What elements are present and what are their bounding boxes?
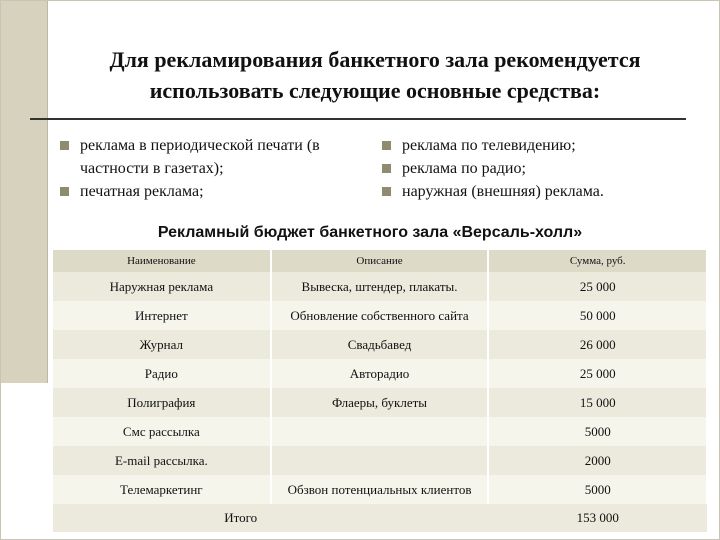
bullet-text: реклама в периодической печати (в частности в газетах); bbox=[80, 137, 320, 177]
cell-amount: 5000 bbox=[488, 475, 707, 504]
table-row bbox=[53, 446, 707, 475]
table-row bbox=[53, 417, 707, 446]
bullet-item bbox=[380, 180, 710, 203]
total-label-cell bbox=[53, 504, 488, 532]
bullet-item bbox=[58, 134, 378, 180]
cell-description: Флаеры, буклеты bbox=[271, 388, 489, 417]
bullet-text: реклама по радио; bbox=[402, 160, 526, 177]
bullet-text: реклама по телевидению; bbox=[402, 137, 576, 154]
cell-amount: 25 000 bbox=[488, 272, 707, 301]
bullet-text: наружная (внешняя) реклама. bbox=[402, 183, 604, 200]
table-header-row bbox=[53, 250, 707, 272]
table-caption: Рекламный бюджет банкетного зала «Версаль-холл» bbox=[157, 224, 583, 241]
cell-name: Телемаркетинг bbox=[53, 475, 271, 504]
cell-amount: 5000 bbox=[488, 417, 707, 446]
bullet-item bbox=[380, 157, 710, 180]
table-row bbox=[53, 301, 707, 330]
bullet-text: печатная реклама; bbox=[80, 183, 204, 200]
table-total-row bbox=[53, 504, 707, 532]
cell-description bbox=[271, 417, 489, 446]
cell-name: Наружная реклама bbox=[53, 272, 271, 301]
column-header: Описание bbox=[271, 250, 489, 272]
square-bullet-icon bbox=[382, 164, 391, 173]
table-row bbox=[53, 272, 707, 301]
total-value: 153 000 bbox=[488, 504, 707, 532]
cell-description: Обзвон потенциальных клиентов bbox=[271, 475, 489, 504]
budget-table bbox=[53, 250, 708, 532]
cell-amount: 26 000 bbox=[488, 330, 707, 359]
cell-amount: 15 000 bbox=[488, 388, 707, 417]
cell-amount: 2000 bbox=[488, 446, 707, 475]
bullet-list-left bbox=[58, 134, 378, 203]
cell-name: Смс рассылка bbox=[53, 417, 271, 446]
column-header: Сумма, руб. bbox=[488, 250, 707, 272]
table-row bbox=[53, 475, 707, 504]
table-row bbox=[53, 330, 707, 359]
table-row bbox=[53, 388, 707, 417]
bullet-item bbox=[380, 134, 710, 157]
square-bullet-icon bbox=[60, 141, 69, 150]
cell-description: Авторадио bbox=[271, 359, 489, 388]
cell-description: Обновление собственного сайта bbox=[271, 301, 489, 330]
cell-name: Журнал bbox=[53, 330, 271, 359]
column-header: Наименование bbox=[53, 250, 271, 272]
cell-description: Свадьбавед bbox=[271, 330, 489, 359]
cell-name: E-mail рассылка. bbox=[53, 446, 271, 475]
bullet-item bbox=[58, 180, 378, 203]
table-row bbox=[53, 359, 707, 388]
total-label: Итого bbox=[224, 510, 258, 525]
slide-title: Для рекламирования банкетного зала рекомендуется использовать следующие основные средства: bbox=[109, 47, 641, 103]
cell-name: Радио bbox=[53, 359, 271, 388]
title-divider bbox=[30, 118, 686, 120]
square-bullet-icon bbox=[382, 187, 391, 196]
decorative-side-bar bbox=[0, 0, 48, 383]
cell-amount: 25 000 bbox=[488, 359, 707, 388]
cell-description bbox=[271, 446, 489, 475]
cell-name: Интернет bbox=[53, 301, 271, 330]
square-bullet-icon bbox=[60, 187, 69, 196]
cell-amount: 50 000 bbox=[488, 301, 707, 330]
cell-name: Полиграфия bbox=[53, 388, 271, 417]
cell-description: Вывеска, штендер, плакаты. bbox=[271, 272, 489, 301]
bullet-list-right bbox=[380, 134, 710, 203]
square-bullet-icon bbox=[382, 141, 391, 150]
